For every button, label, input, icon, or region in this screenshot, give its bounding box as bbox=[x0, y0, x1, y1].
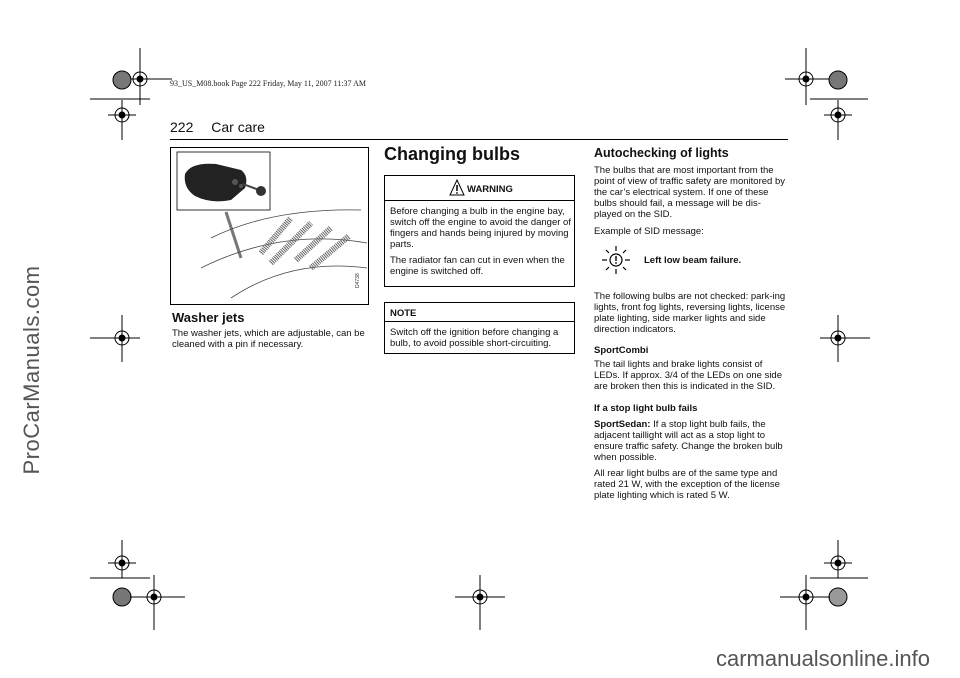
warning-triangle-icon bbox=[449, 179, 465, 197]
side-watermark bbox=[12, 220, 52, 520]
warning-header bbox=[385, 176, 574, 201]
side-watermark-text: ProCarManuals.com bbox=[19, 265, 44, 475]
autocheck-para-1: The bulbs that are most important from the point of view of traffic safety are monitored by the car’s electrical system. If one of these bulbs should fail, a message will be dis-played on the SID. bbox=[594, 165, 785, 220]
bottom-watermark: carmanualsonline.info bbox=[715, 646, 930, 671]
page-title: Changing bulbs bbox=[384, 144, 520, 164]
sportsedan-label: SportSedan: bbox=[594, 419, 651, 430]
figure-code: D4738 bbox=[355, 273, 361, 288]
sportcombi-text: The tail lights and brake lights consist of LEDs. If approx. 3/4 of the LEDs on one side are broken then this is indicated in the SID. bbox=[594, 359, 783, 392]
washer-jets-text: The washer jets, which are adjustable, can be cleaned with a pin if necessary. bbox=[172, 328, 365, 350]
warning-label: WARNING bbox=[467, 184, 513, 195]
stop-light-heading: If a stop light bulb fails bbox=[594, 403, 698, 414]
note-header bbox=[385, 303, 574, 322]
section-title: Car care bbox=[211, 119, 265, 135]
washer-jets-heading: Washer jets bbox=[172, 310, 245, 325]
bulb-failure-icon bbox=[600, 244, 632, 276]
sportsedan-body: If a stop light bulb fails, the adjacent taillight will act as a stop light to ensure traffic safety. Change the broken bulb when possible. bbox=[594, 419, 783, 463]
rear-bulbs-text: All rear light bulbs are of the same type and rated 21 W, with the exception of the license plate lighting which is rated 5 W. bbox=[594, 468, 780, 501]
warning-text-1: Before changing a bulb in the engine bay, switch off the engine to avoid the danger of fingers and hands being injured by moving parts. bbox=[390, 206, 571, 250]
header-rule bbox=[170, 139, 788, 140]
note-label: NOTE bbox=[390, 308, 417, 319]
autocheck-para-3: The following bulbs are not checked: park-ing lights, front fog lights, reversing lights, license plate lighting, side marker lights and side direction indicators. bbox=[594, 291, 786, 335]
warning-box bbox=[384, 175, 575, 287]
sid-message: Left low beam failure. bbox=[644, 255, 742, 266]
washer-jet-figure bbox=[170, 147, 369, 305]
sportcombi-heading: SportCombi bbox=[594, 345, 649, 356]
sportsedan-text bbox=[594, 419, 788, 463]
page-number: 222 bbox=[170, 119, 194, 135]
autocheck-para-2: Example of SID message: bbox=[594, 226, 704, 237]
page-header bbox=[170, 119, 265, 135]
note-box bbox=[384, 302, 575, 354]
autochecking-heading: Autochecking of lights bbox=[594, 146, 729, 160]
print-info: 93_US_M08.book Page 222 Friday, May 11, 2007 11:37 AM bbox=[170, 79, 366, 88]
washer-jet-illustration bbox=[171, 148, 368, 304]
warning-text-2: The radiator fan can cut in even when the engine is switched off. bbox=[390, 255, 565, 277]
note-text: Switch off the ignition before changing a bulb, to avoid possible short-circuiting. bbox=[390, 327, 559, 349]
